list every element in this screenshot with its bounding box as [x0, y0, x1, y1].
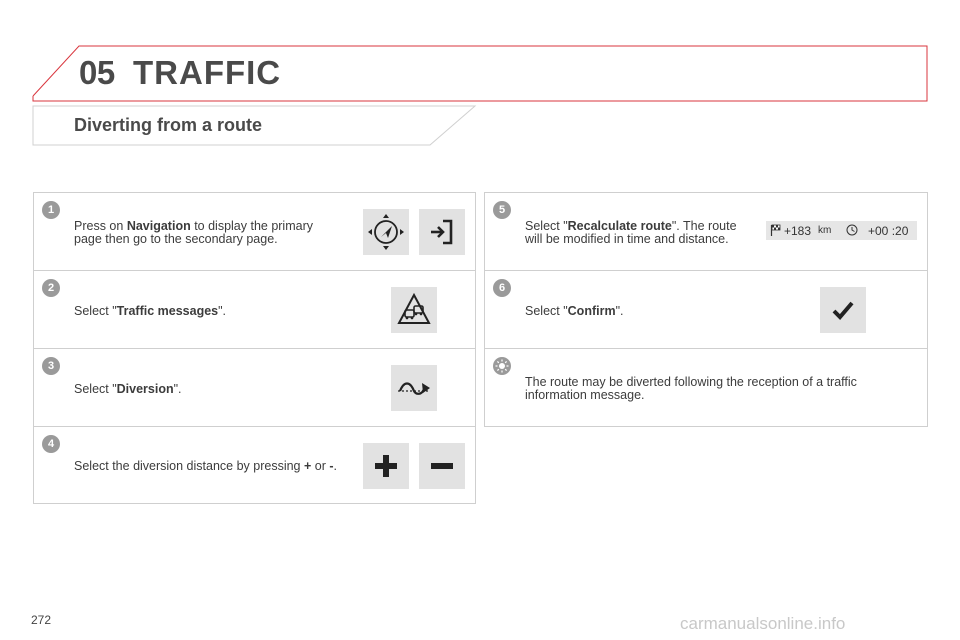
- step-3-text: Select "Diversion".: [74, 382, 182, 396]
- watermark: carmanualsonline.info: [680, 614, 846, 633]
- secondary-page-icon: [419, 209, 465, 255]
- step-4-text: Select the diversion distance by pressing + or -.: [74, 459, 338, 473]
- step-badge: 3: [42, 357, 60, 375]
- step-badge: 5: [493, 201, 511, 219]
- step-2: [33, 270, 476, 349]
- tip-badge: [493, 357, 511, 375]
- check-icon: [820, 287, 866, 333]
- navigation-joystick-icon: [363, 209, 409, 255]
- step-4: [33, 426, 476, 504]
- step-badge: 1: [42, 201, 60, 219]
- step-3: [33, 348, 476, 427]
- traffic-messages-icon: [391, 287, 437, 333]
- minus-icon: [419, 443, 465, 489]
- step-2-text: Select "Traffic messages".: [74, 304, 227, 318]
- flag-icon: [770, 224, 782, 237]
- step-1: [33, 192, 476, 271]
- plus-icon: [363, 443, 409, 489]
- lightbulb-icon: [493, 357, 511, 375]
- section-title: Diverting from a route: [74, 115, 263, 135]
- tip-box: [484, 348, 928, 427]
- step-badge: 2: [42, 279, 60, 297]
- step-badge: 4: [42, 435, 60, 453]
- page-number: 272: [31, 613, 52, 627]
- step-5-text: Select "Recalculate route". The route will be modified in time and distance.: [525, 219, 737, 246]
- diversion-icon: [391, 365, 437, 411]
- step-badge: 6: [493, 279, 511, 297]
- chapter-number: 05: [79, 54, 115, 91]
- step-1-text: Press on Navigation to display the primary page then go to the secondary page.: [74, 219, 313, 246]
- step-6-text: Select "Confirm".: [525, 304, 624, 318]
- clock-icon: [846, 224, 858, 236]
- chapter-title: TRAFFIC: [133, 54, 282, 91]
- route-distance: +183: [784, 224, 812, 238]
- route-info-bar: [766, 221, 917, 240]
- step-6: [484, 270, 928, 349]
- route-time: +00 :20: [868, 224, 909, 238]
- route-distance-unit: km: [818, 225, 832, 236]
- tip-text: The route may be diverted following the reception of a traffic information message.: [525, 375, 857, 402]
